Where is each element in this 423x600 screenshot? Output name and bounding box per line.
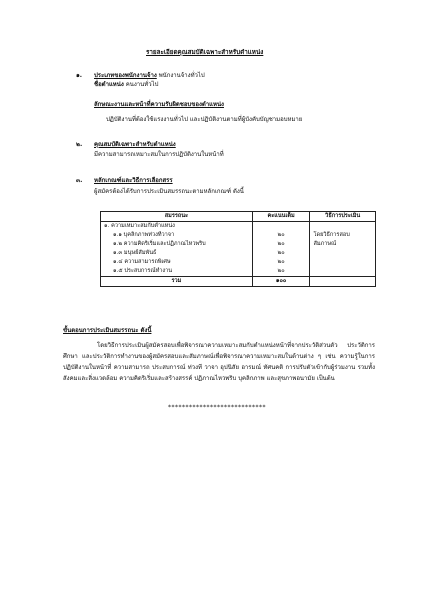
method-line-1: โดยวิธีการสอบ [310,231,376,240]
header-full-score: คะแนนเต็ม [252,212,310,222]
table-row [101,249,376,258]
table-row [101,258,376,267]
employee-type-value: พนักงานจ้างทั่วไป [158,72,205,79]
table-row [101,222,376,232]
section-2-text: มีความสามารถเหมาะสมในการปฏิบัติงานในหน้าที่ [94,151,224,158]
section-2-heading: คุณสมบัติเฉพาะสำหรับตำแหน่ง [94,141,176,148]
criterion-score: ๒๐ [252,231,310,240]
table-row [101,267,376,277]
header-method: วิธีการประเมิน [310,212,376,222]
criterion-label: ๑.๓ มนุษย์สัมพันธ์ [101,249,253,258]
header-competency: สมรรถนะ [101,212,253,222]
position-label: ชื่อตำแหน่ง [94,81,124,88]
criterion-score: ๒๐ [252,240,310,249]
duties-heading: ลักษณะงานและหน้าที่ความรับผิดชอบของตำแหน่ง [94,101,224,108]
document-title: รายละเอียดคุณสมบัติเฉพาะสำหรับตำแหน่ง [146,49,264,56]
group-label: ๑. ความเหมาะสมกับตำแหน่ง [101,222,253,232]
section-3-heading: หลักเกณฑ์และวิธีการเลือกสรร [94,177,173,184]
section-1-line [94,72,205,80]
criterion-score: ๒๐ [252,258,310,267]
table-header-row [101,212,376,222]
criterion-label: ๑.๑ บุคลิกภาพท่วงทีวาจา [101,231,253,240]
section-2-number: ๒. [76,141,83,148]
duties-text: ปฏิบัติงานที่ต้องใช้แรงงานทั่วไป และปฏิบัติงานตามที่ผู้บังคับบัญชามอบหมาย [106,116,303,123]
total-score: ๑๐๐ [252,277,310,287]
position-line [94,81,158,89]
method-line-2: สัมภาษณ์ [310,240,376,249]
end-separator: **************************** [168,404,266,411]
section-1-number: ๑. [76,72,83,79]
section-3-text: ผู้สมัครต้องได้รับการประเมินสมรรถนะตามหลักเกณฑ์ ดังนี้ [94,188,244,195]
process-heading: ขั้นตอนการประเมินสมรรถนะ ดังนี้ [63,327,152,334]
section-3-number: ๓. [76,177,83,184]
table-total-row [101,277,376,287]
criterion-label: ๑.๒ ความคิดริเริ่มและปฏิภาณไหวพริบ [101,240,253,249]
section-1-heading: ประเภทของพนักงานจ้าง [94,72,157,79]
criterion-score: ๒๐ [252,249,310,258]
table-row [101,231,376,240]
criterion-label: ๑.๕ ประสบการณ์ทำงาน [101,267,253,277]
competency-table [100,211,376,287]
criterion-label: ๑.๔ ความสามารถพิเศษ [101,258,253,267]
position-value: คนงานทั่วไป [125,81,159,88]
criterion-score: ๒๐ [252,267,310,277]
table-row [101,240,376,249]
total-label: รวม [101,277,253,287]
process-paragraph: โดยวิธีการประเมินผู้สมัครสอบเพื่อพิจารณาความเหมาะสมกับตำแหน่งหน้าที่จากประวัติส่วนตัว ประวัติการศึกษา และประวัติการทำงานของผู้สมัครสอบและสัมภาษณ์เพื่อพิจารณาความเหมาะสมในด้านต่าง ๆ เช่น ความรู้ในการปฏิบัติงานในหน้าที่ ความสามารถ ประสบการณ์ ท่วงที วาจา อุปนิสัย อารมณ์ ทัศนคติ การปรับตัวเข้ากับผู้ร่วมงาน รวมทั้งสังคมและสิ่งแวดล้อม ความคิดริเริ่มและสร้างสรรค์ ปฏิภาณไหวพริบ บุคลิกภาพ และสุขภาพอนามัย เป็นต้น [63,342,375,382]
